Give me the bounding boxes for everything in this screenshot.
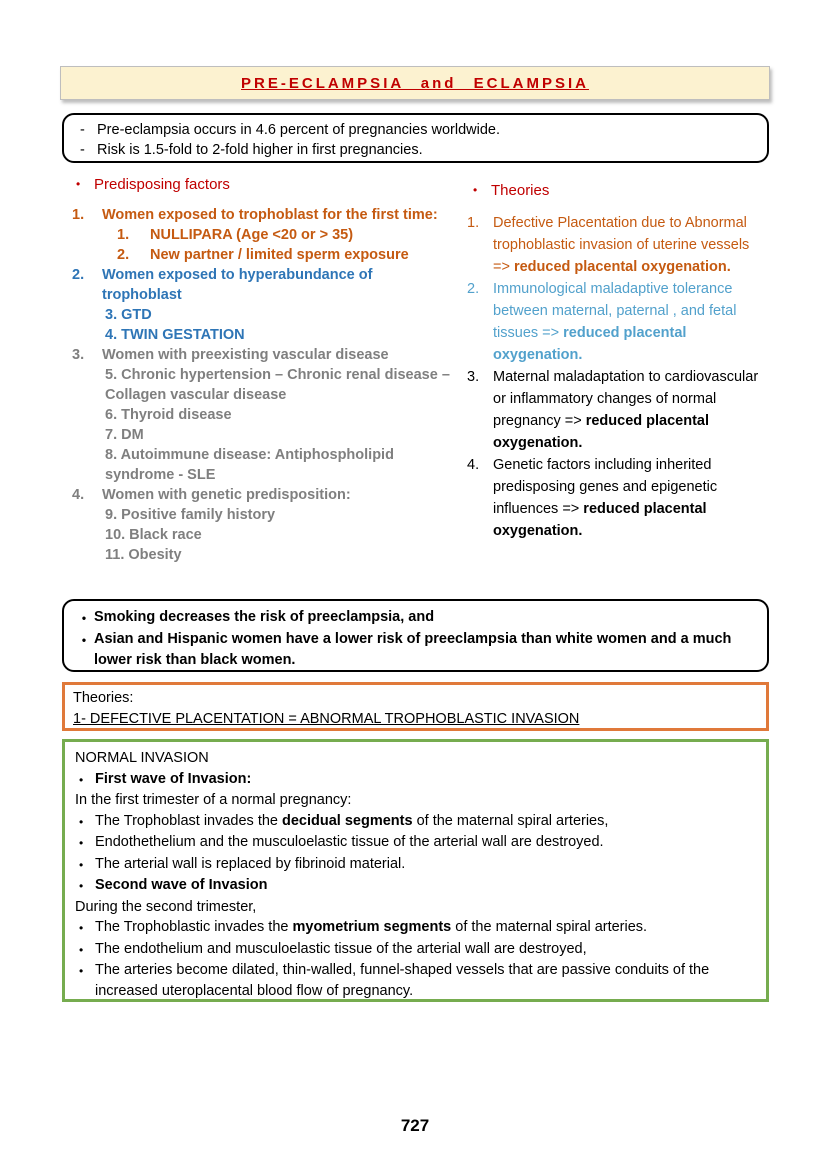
risk-box xyxy=(62,599,769,672)
bullet-icon: • xyxy=(79,772,84,787)
text-segment: Endothethelium and the musculoelastic tissue of the arterial wall are destroyed. xyxy=(95,834,604,850)
item-text xyxy=(105,325,455,345)
invasion-text xyxy=(95,854,756,876)
theories-column xyxy=(455,176,770,542)
text-segment: reduced placental oxygenation. xyxy=(513,259,731,275)
sub-list-item xyxy=(72,445,455,485)
bullet-icon: • xyxy=(79,857,84,872)
list-item xyxy=(72,345,455,365)
item-text xyxy=(105,525,455,545)
item-text xyxy=(105,505,455,525)
bullet-icon: • xyxy=(76,177,81,191)
sub-list-item xyxy=(72,525,455,545)
item-number: 4. xyxy=(467,457,480,473)
theories-list xyxy=(467,212,770,542)
item-text xyxy=(105,365,455,405)
item-text xyxy=(105,445,455,485)
sub-list-item xyxy=(72,425,455,445)
item-text xyxy=(105,305,455,325)
text-segment: of the maternal spiral arteries. xyxy=(451,919,648,935)
list-item xyxy=(72,120,759,140)
item-text xyxy=(102,485,455,505)
item-text xyxy=(102,205,455,225)
theories-summary-box xyxy=(62,682,769,731)
invasion-text xyxy=(95,811,756,833)
normal-invasion-box xyxy=(62,739,769,1002)
list-item xyxy=(72,140,759,160)
theories-box-line1: Theories: xyxy=(73,690,134,706)
text-segment: NORMAL INVASION xyxy=(75,750,209,766)
bullet-icon: • xyxy=(81,611,87,625)
item-number: 1. xyxy=(117,227,130,243)
item-text xyxy=(150,245,455,265)
text-segment: Defective Placentation due to Abnormal trophoblastic invasion of uterine vessels => xyxy=(493,215,750,275)
bullet-icon: • xyxy=(79,836,84,850)
dash-bullet-icon: - xyxy=(80,122,85,138)
page-title: PRE-ECLAMPSIA and ECLAMPSIA xyxy=(241,74,589,92)
item-text xyxy=(493,366,770,454)
sub-list-item xyxy=(72,325,455,345)
invasion-text xyxy=(95,917,756,939)
list-item xyxy=(75,832,756,854)
bullet-icon: • xyxy=(79,964,84,978)
item-text xyxy=(102,345,455,365)
list-item xyxy=(75,748,756,769)
text-segment: The arteries become dilated, thin-walled, funnel-shaped vessels that are passive conduits of the increased uteroplacental blood flow of pregnancy. xyxy=(95,962,710,999)
item-text xyxy=(493,278,770,366)
text-segment: Maternal maladaptation to cardiovascular or inflammatory changes of normal pregnancy => xyxy=(493,369,759,429)
risk-text: Smoking decreases the risk of preeclampsia, and xyxy=(94,609,435,625)
list-item xyxy=(74,607,757,629)
text-segment: The Trophoblast invades the xyxy=(95,812,283,829)
sub-list-item xyxy=(72,365,455,405)
two-column-area xyxy=(62,176,770,565)
invasion-text xyxy=(95,832,756,854)
text-segment: Women exposed to hyperabundance of trophoblast xyxy=(102,267,373,303)
invasion-text xyxy=(95,875,756,897)
bullet-icon: • xyxy=(473,183,478,197)
item-number: 1. xyxy=(72,207,85,223)
text-segment: Women exposed to trophoblast for the first time: xyxy=(102,207,438,223)
text-segment: decidual segments xyxy=(282,812,413,829)
list-item xyxy=(75,790,756,811)
text-segment: New partner / limited sperm exposure xyxy=(150,247,409,263)
item-text xyxy=(493,454,770,542)
theories-heading xyxy=(467,182,770,199)
item-number: 2. xyxy=(72,267,85,283)
bullet-icon: • xyxy=(79,921,84,935)
predisposing-heading-label: Predisposing factors xyxy=(94,176,230,193)
invasion-text xyxy=(95,769,756,791)
item-number: 1. xyxy=(467,215,480,231)
list-item xyxy=(72,205,455,225)
item-text xyxy=(150,225,455,245)
text-segment: 4. TWIN GESTATION xyxy=(105,327,245,343)
item-text xyxy=(493,212,770,278)
sub-list-item xyxy=(72,405,455,425)
list-item xyxy=(75,811,756,833)
text-segment: reduced placental oxygenation. xyxy=(493,501,707,539)
text-segment: Second wave of Invasion xyxy=(95,877,268,893)
text-segment: 6. Thyroid disease xyxy=(105,407,232,423)
invasion-text xyxy=(75,897,756,918)
item-number: 2. xyxy=(467,281,480,297)
text-segment: Genetic factors including inherited predisposing genes and epigenetic influences => xyxy=(493,457,718,517)
text-segment: 7. DM xyxy=(105,427,144,443)
text-segment: Immunological maladaptive tolerance between maternal, paternal , and fetal tissues => xyxy=(493,281,737,341)
text-segment: reduced placental oxygenation. xyxy=(493,413,710,451)
list-item xyxy=(74,629,757,671)
item-text xyxy=(105,545,455,565)
sub-list-item xyxy=(72,245,455,265)
item-number: 3. xyxy=(72,347,85,363)
item-text xyxy=(105,425,455,445)
list-item xyxy=(467,212,770,278)
bullet-icon: • xyxy=(79,942,84,957)
text-segment: 8. Autoimmune disease: Antiphospholipid syndrome - SLE xyxy=(105,447,394,483)
page-number: 727 xyxy=(400,1116,430,1135)
item-number: 3. xyxy=(467,369,480,385)
bullet-icon: • xyxy=(81,633,87,647)
text-segment: The arterial wall is replaced by fibrinoid material. xyxy=(95,855,406,872)
text-segment: The endothelium and musculoelastic tissue of the arterial wall are destroyed, xyxy=(95,940,587,957)
sub-list-item xyxy=(72,305,455,325)
text-segment: In the first trimester of a normal pregnancy: xyxy=(75,792,352,808)
facts-box xyxy=(62,113,769,163)
theories-heading-label: Theories xyxy=(491,182,550,199)
sub-list-item xyxy=(72,545,455,565)
text-segment: 10. Black race xyxy=(105,527,202,543)
invasion-text xyxy=(75,790,756,811)
list-item xyxy=(72,265,455,305)
list-item xyxy=(75,897,756,918)
list-item xyxy=(75,769,756,791)
text-segment: 9. Positive family history xyxy=(105,507,276,523)
bullet-icon: • xyxy=(79,814,84,829)
list-item xyxy=(75,875,756,897)
fact-text: Pre-eclampsia occurs in 4.6 percent of pregnancies worldwide. xyxy=(97,122,500,138)
text-segment: Women with preexisting vascular disease xyxy=(102,347,389,363)
invasion-text xyxy=(75,748,756,769)
title-banner xyxy=(60,66,770,100)
theories-box-line2: 1- DEFECTIVE PLACENTATION = ABNORMAL TROPHOBLASTIC INVASION xyxy=(73,711,580,727)
text-segment: myometrium segments xyxy=(292,919,452,935)
text-segment: NULLIPARA (Age <20 or > 35) xyxy=(150,227,354,243)
dash-bullet-icon: - xyxy=(80,142,85,158)
text-segment: 5. Chronic hypertension – Chronic renal disease – Collagen vascular disease xyxy=(105,367,450,403)
invasion-text xyxy=(95,960,756,1001)
fact-text: Risk is 1.5-fold to 2-fold higher in first pregnancies. xyxy=(97,142,423,158)
list-item xyxy=(75,960,756,1001)
text-segment: 3. GTD xyxy=(105,307,152,323)
item-number: 2. xyxy=(117,247,130,263)
predisposing-list xyxy=(72,205,455,565)
list-item xyxy=(467,278,770,366)
text-segment: The Trophoblastic invades the xyxy=(95,919,293,935)
item-text xyxy=(102,265,455,305)
predisposing-column xyxy=(62,176,455,565)
bullet-icon: • xyxy=(79,879,84,893)
text-segment: During the second trimester, xyxy=(75,898,257,915)
item-text xyxy=(105,405,455,425)
text-segment: First wave of Invasion: xyxy=(95,770,252,787)
list-item xyxy=(467,454,770,542)
list-item xyxy=(75,854,756,876)
list-item xyxy=(75,939,756,961)
invasion-text xyxy=(95,939,756,961)
list-item xyxy=(467,366,770,454)
list-item xyxy=(72,485,455,505)
text-segment: reduced placental oxygenation. xyxy=(493,325,687,363)
predisposing-heading xyxy=(72,176,455,193)
list-item xyxy=(75,917,756,939)
sub-list-item xyxy=(72,505,455,525)
item-number: 4. xyxy=(72,487,85,503)
text-segment: of the maternal spiral arteries, xyxy=(412,812,609,829)
sub-list-item xyxy=(72,225,455,245)
risk-text: Asian and Hispanic women have a lower risk of preeclampsia than white women and a much lower risk than black women. xyxy=(94,631,732,668)
text-segment: 11. Obesity xyxy=(105,547,182,563)
text-segment: Women with genetic predisposition: xyxy=(102,487,351,503)
